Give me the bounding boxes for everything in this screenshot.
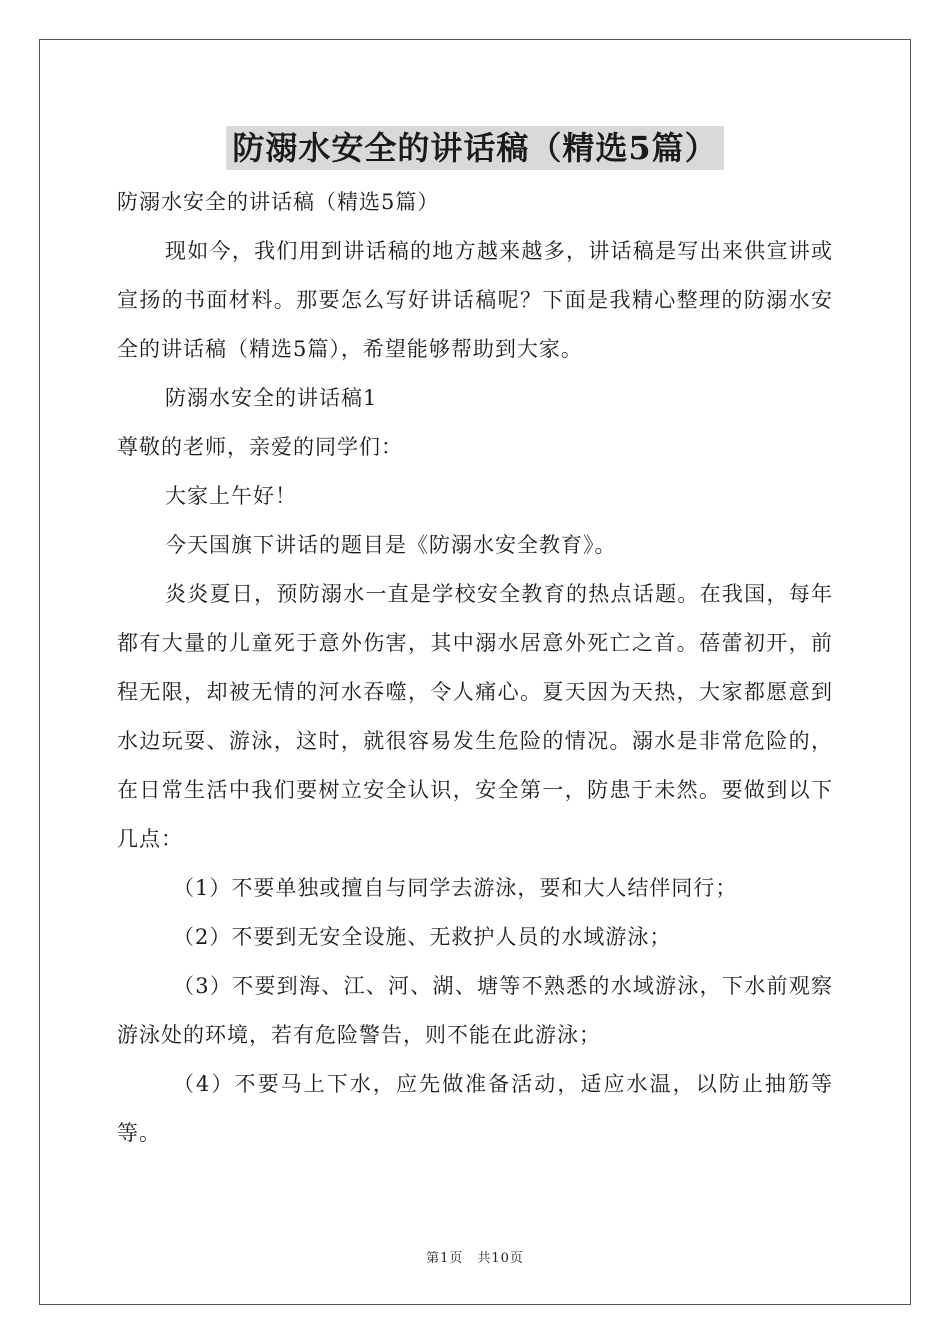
body-paragraph: 炎炎夏日，预防溺水一直是学校安全教育的热点话题。在我国，每年都有大量的儿童死于意外伤害，其中溺水居意外死亡之首。蓓蕾初开，前程无限，却被无情的河水吞噬，令人痛心。夏天因为天热，大家都愿意到水边玩耍、游泳，这时，就很容易发生危险的情况。溺水是非常危险的，在日常生活中我们要树立安全认识，安全第一，防患于未然。要做到以下几点： <box>117 582 833 851</box>
salutation: 尊敬的老师，亲爱的同学们： <box>117 435 403 459</box>
title-container <box>0 126 950 170</box>
subtitle-line: 防溺水安全的讲话稿（精选5篇） <box>117 190 440 214</box>
greeting: 大家上午好！ <box>165 484 297 508</box>
document-body <box>117 178 833 1158</box>
list-item-2: （2）不要到无安全设施、无救护人员的水域游泳； <box>173 925 672 949</box>
page-number: 第1页 共10页 <box>426 1251 524 1266</box>
list-item-1: （1）不要单独或擅自与同学去游泳，要和大人结伴同行； <box>173 876 738 900</box>
topic-paragraph: 今天国旗下讲话的题目是《防溺水安全教育》。 <box>165 533 617 557</box>
list-item-4: （4）不要马上下水，应先做准备活动，适应水温，以防止抽筋等等。 <box>117 1072 833 1145</box>
section-heading: 防溺水安全的讲话稿1 <box>165 386 378 410</box>
document-title: 防溺水安全的讲话稿（精选5篇） <box>226 126 723 170</box>
intro-paragraph: 现如今，我们用到讲话稿的地方越来越多，讲话稿是写出来供宣讲或宣扬的书面材料。那要怎么写好讲话稿呢？下面是我精心整理的防溺水安全的讲话稿（精选5篇），希望能够帮助到大家。 <box>117 239 833 361</box>
list-item-3: （3）不要到海、江、河、湖、塘等不熟悉的水域游泳，下水前观察游泳处的环境，若有危险警告，则不能在此游泳； <box>117 974 833 1047</box>
